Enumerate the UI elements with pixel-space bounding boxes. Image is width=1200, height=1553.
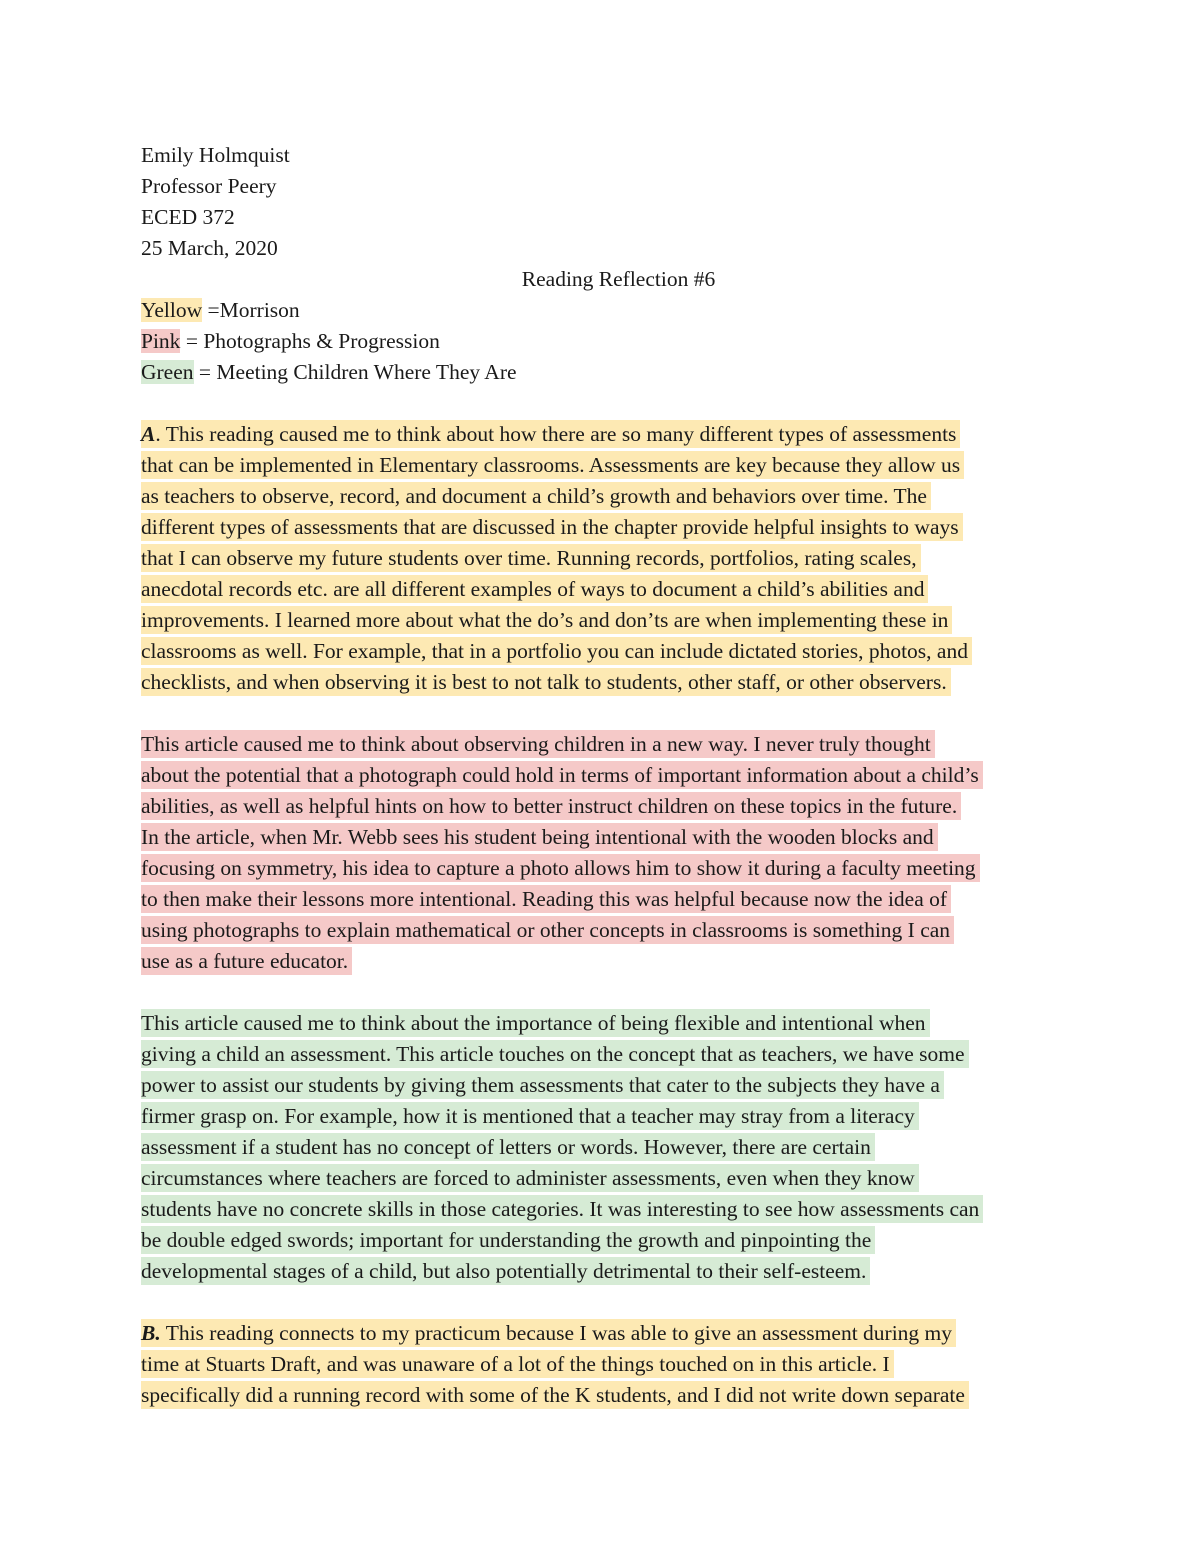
author-name: Emily Holmquist xyxy=(141,143,290,167)
paragraph-line: giving a child an assessment. This article touches on the concept that as teachers, we have some xyxy=(141,1039,1066,1070)
paragraph-line: students have no concrete skills in those categories. It was interesting to see how assessments can xyxy=(141,1194,1066,1225)
paragraph-line: different types of assessments that are discussed in the chapter provide helpful insights to ways xyxy=(141,512,1066,543)
legend-key-green: Green xyxy=(141,360,194,384)
legend-pink xyxy=(141,326,1066,357)
paragraph-line: focusing on symmetry, his idea to capture a photo allows him to show it during a faculty meeting xyxy=(141,853,1066,884)
paragraph-b-yellow xyxy=(141,1318,1066,1411)
paragraph-line: This article caused me to think about observing children in a new way. I never truly thought xyxy=(141,729,1066,760)
paragraph-line: A. This reading caused me to think about how there are so many different types of assessments xyxy=(141,419,1066,450)
legend-yellow xyxy=(141,295,1066,326)
paragraph-line: about the potential that a photograph could hold in terms of important information about a child’s xyxy=(141,760,1066,791)
paragraph-a-green xyxy=(141,1008,1066,1287)
paragraph-line: B. This reading connects to my practicum because I was able to give an assessment during my xyxy=(141,1318,1066,1349)
paragraph-line: time at Stuarts Draft, and was unaware of a lot of the things touched on in this article. I xyxy=(141,1349,1066,1380)
paragraph-line: specifically did a running record with some of the K students, and I did not write down separate xyxy=(141,1380,1066,1411)
legend-key-yellow: Yellow xyxy=(141,298,203,322)
paragraph-line: improvements. I learned more about what the do’s and don’ts are when implementing these in xyxy=(141,605,1066,636)
legend-key-pink: Pink xyxy=(141,329,181,353)
paragraph-line: assessment if a student has no concept of letters or words. However, there are certain xyxy=(141,1132,1066,1163)
document-date: 25 March, 2020 xyxy=(141,236,278,260)
paragraph-line: classrooms as well. For example, that in a portfolio you can include dictated stories, photos, and xyxy=(141,636,1066,667)
paragraph-line: power to assist our students by giving them assessments that cater to the subjects they have a xyxy=(141,1070,1066,1101)
legend-value-green: = Meeting Children Where They Are xyxy=(193,360,517,384)
section-a-label: A xyxy=(141,422,156,446)
paragraph-line: abilities, as well as helpful hints on how to better instruct children on these topics in the future. xyxy=(141,791,1066,822)
document-body xyxy=(141,140,1066,1411)
paragraph-a-pink xyxy=(141,729,1066,977)
paragraph-line: that I can observe my future students over time. Running records, portfolios, rating scales, xyxy=(141,543,1066,574)
paragraph-a-yellow xyxy=(141,419,1066,698)
paragraph-line: checklists, and when observing it is best to not talk to students, other staff, or other observers. xyxy=(141,667,1066,698)
paragraph-line: that can be implemented in Elementary classrooms. Assessments are key because they allow us xyxy=(141,450,1066,481)
section-b-label: B. xyxy=(141,1321,161,1345)
paragraph-line: use as a future educator. xyxy=(141,946,1066,977)
paragraph-line: This article caused me to think about the importance of being flexible and intentional when xyxy=(141,1008,1066,1039)
paragraph-line: circumstances where teachers are forced to administer assessments, even when they know xyxy=(141,1163,1066,1194)
paragraph-line: as teachers to observe, record, and document a child’s growth and behaviors over time. The xyxy=(141,481,1066,512)
legend-value-pink: = Photographs & Progression xyxy=(180,329,440,353)
paragraph-line: anecdotal records etc. are all different examples of ways to document a child’s abilities and xyxy=(141,574,1066,605)
paragraph-line: using photographs to explain mathematical or other concepts in classrooms is something I can xyxy=(141,915,1066,946)
paragraph-line: firmer grasp on. For example, how it is mentioned that a teacher may stray from a literacy xyxy=(141,1101,1066,1132)
professor-name: Professor Peery xyxy=(141,174,277,198)
course-code: ECED 372 xyxy=(141,205,235,229)
paragraph-line: to then make their lessons more intentional. Reading this was helpful because now the idea of xyxy=(141,884,1066,915)
paragraph-line: In the article, when Mr. Webb sees his student being intentional with the wooden blocks and xyxy=(141,822,1066,853)
legend-value-yellow: =Morrison xyxy=(202,298,300,322)
paragraph-line: be double edged swords; important for understanding the growth and pinpointing the xyxy=(141,1225,1066,1256)
document-title: Reading Reflection #6 xyxy=(521,267,716,291)
legend-green xyxy=(141,357,1066,388)
paragraph-line: developmental stages of a child, but also potentially detrimental to their self-esteem. xyxy=(141,1256,1066,1287)
